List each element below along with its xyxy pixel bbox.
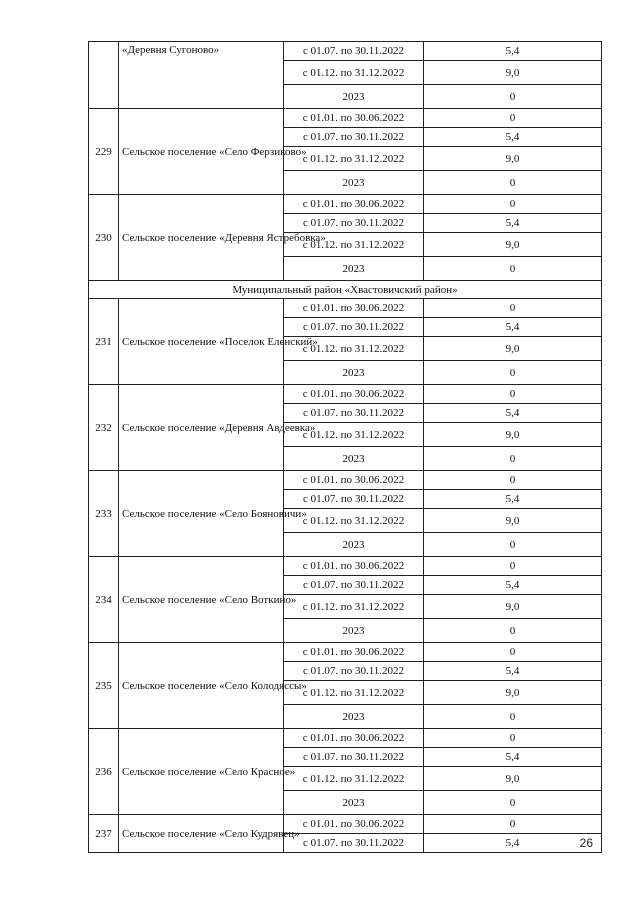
period-cell: с 01.12. по 31.12.2022	[284, 595, 424, 619]
value-cell: 5,4	[424, 318, 602, 337]
district-heading: Муниципальный район «Хвастовичский район»	[89, 281, 602, 299]
period-cell: с 01.07. по 30.11.2022	[284, 214, 424, 233]
period-cell: с 01.12. по 31.12.2022	[284, 509, 424, 533]
period-cell: с 01.01. по 30.06.2022	[284, 729, 424, 748]
value-cell: 0	[424, 361, 602, 385]
value-cell: 0	[424, 195, 602, 214]
row-number-cell: 234	[89, 557, 119, 643]
settlement-name-cell: Сельское поселение «Деревня Авдеевка»	[119, 385, 284, 471]
value-cell: 5,4	[424, 214, 602, 233]
period-cell: с 01.07. по 30.11.2022	[284, 490, 424, 509]
table-row	[89, 385, 602, 404]
period-cell: с 01.01. по 30.06.2022	[284, 299, 424, 318]
period-cell: с 01.07. по 30.11.2022	[284, 576, 424, 595]
period-cell: с 01.01. по 30.06.2022	[284, 471, 424, 490]
value-cell: 0	[424, 257, 602, 281]
period-cell: 2023	[284, 447, 424, 471]
tariff-table	[88, 41, 602, 853]
period-cell: 2023	[284, 257, 424, 281]
value-cell: 9,0	[424, 61, 602, 85]
table-row	[89, 299, 602, 318]
period-cell: 2023	[284, 533, 424, 557]
row-number-cell: 233	[89, 471, 119, 557]
period-cell: с 01.01. по 30.06.2022	[284, 385, 424, 404]
table-row	[89, 109, 602, 128]
value-cell: 5,4	[424, 128, 602, 147]
value-cell: 5,4	[424, 490, 602, 509]
value-cell: 9,0	[424, 595, 602, 619]
row-number-cell: 236	[89, 729, 119, 815]
row-number-cell: 229	[89, 109, 119, 195]
value-cell: 0	[424, 109, 602, 128]
period-cell: 2023	[284, 791, 424, 815]
value-cell: 9,0	[424, 233, 602, 257]
row-number-cell: 232	[89, 385, 119, 471]
value-cell: 0	[424, 791, 602, 815]
table-row	[89, 729, 602, 748]
tariff-table-body	[89, 42, 602, 853]
value-cell: 0	[424, 705, 602, 729]
value-cell: 0	[424, 729, 602, 748]
period-cell: 2023	[284, 171, 424, 195]
period-cell: с 01.01. по 30.06.2022	[284, 195, 424, 214]
value-cell: 0	[424, 643, 602, 662]
table-row	[89, 195, 602, 214]
value-cell: 0	[424, 299, 602, 318]
value-cell: 9,0	[424, 509, 602, 533]
period-cell: с 01.12. по 31.12.2022	[284, 767, 424, 791]
period-cell: с 01.12. по 31.12.2022	[284, 681, 424, 705]
value-cell: 5,4	[424, 748, 602, 767]
period-cell: с 01.07. по 30.11.2022	[284, 42, 424, 61]
value-cell: 9,0	[424, 681, 602, 705]
row-number-cell: 235	[89, 643, 119, 729]
period-cell: с 01.01. по 30.06.2022	[284, 815, 424, 834]
value-cell: 0	[424, 533, 602, 557]
period-cell: с 01.01. по 30.06.2022	[284, 643, 424, 662]
value-cell: 0	[424, 815, 602, 834]
value-cell: 5,4	[424, 404, 602, 423]
value-cell: 9,0	[424, 767, 602, 791]
table-row	[89, 557, 602, 576]
district-heading-row	[89, 281, 602, 299]
row-number-cell	[89, 42, 119, 109]
period-cell: 2023	[284, 705, 424, 729]
period-cell: с 01.07. по 30.11.2022	[284, 748, 424, 767]
value-cell: 0	[424, 557, 602, 576]
settlement-name-cell: Сельское поселение «Село Колодяссы»	[119, 643, 284, 729]
settlement-name-cell: Сельское поселение «Деревня Ястребовка»	[119, 195, 284, 281]
table-row	[89, 42, 602, 61]
settlement-name-cell: «Деревня Сугоново»	[119, 42, 284, 109]
period-cell: с 01.12. по 31.12.2022	[284, 147, 424, 171]
table-row	[89, 815, 602, 834]
period-cell: 2023	[284, 619, 424, 643]
value-cell: 5,4	[424, 576, 602, 595]
row-number-cell: 230	[89, 195, 119, 281]
period-cell: с 01.07. по 30.11.2022	[284, 662, 424, 681]
value-cell: 0	[424, 619, 602, 643]
period-cell: с 01.07. по 30.11.2022	[284, 318, 424, 337]
table-row	[89, 471, 602, 490]
value-cell: 0	[424, 85, 602, 109]
period-cell: с 01.01. по 30.06.2022	[284, 109, 424, 128]
value-cell: 5,4	[424, 834, 602, 853]
period-cell: с 01.12. по 31.12.2022	[284, 61, 424, 85]
period-cell: с 01.12. по 31.12.2022	[284, 233, 424, 257]
value-cell: 0	[424, 385, 602, 404]
period-cell: с 01.12. по 31.12.2022	[284, 337, 424, 361]
row-number-cell: 237	[89, 815, 119, 853]
value-cell: 9,0	[424, 147, 602, 171]
period-cell: 2023	[284, 361, 424, 385]
value-cell: 5,4	[424, 42, 602, 61]
period-cell: с 01.07. по 30.11.2022	[284, 404, 424, 423]
table-row	[89, 643, 602, 662]
page-number: 26	[579, 836, 593, 850]
settlement-name-cell: Сельское поселение «Село Воткино»	[119, 557, 284, 643]
value-cell: 9,0	[424, 337, 602, 361]
value-cell: 9,0	[424, 423, 602, 447]
value-cell: 5,4	[424, 662, 602, 681]
settlement-name-cell: Сельское поселение «Село Кудрявец»	[119, 815, 284, 853]
period-cell: с 01.07. по 30.11.2022	[284, 128, 424, 147]
period-cell: с 01.07. по 30.11.2022	[284, 834, 424, 853]
settlement-name-cell: Сельское поселение «Поселок Еленский»	[119, 299, 284, 385]
row-number-cell: 231	[89, 299, 119, 385]
settlement-name-cell: Сельское поселение «Село Ферзиково»	[119, 109, 284, 195]
value-cell: 0	[424, 471, 602, 490]
value-cell: 0	[424, 447, 602, 471]
value-cell: 0	[424, 171, 602, 195]
settlement-name-cell: Сельское поселение «Село Красное»	[119, 729, 284, 815]
period-cell: с 01.01. по 30.06.2022	[284, 557, 424, 576]
period-cell: с 01.12. по 31.12.2022	[284, 423, 424, 447]
period-cell: 2023	[284, 85, 424, 109]
settlement-name-cell: Сельское поселение «Село Бояновичи»	[119, 471, 284, 557]
